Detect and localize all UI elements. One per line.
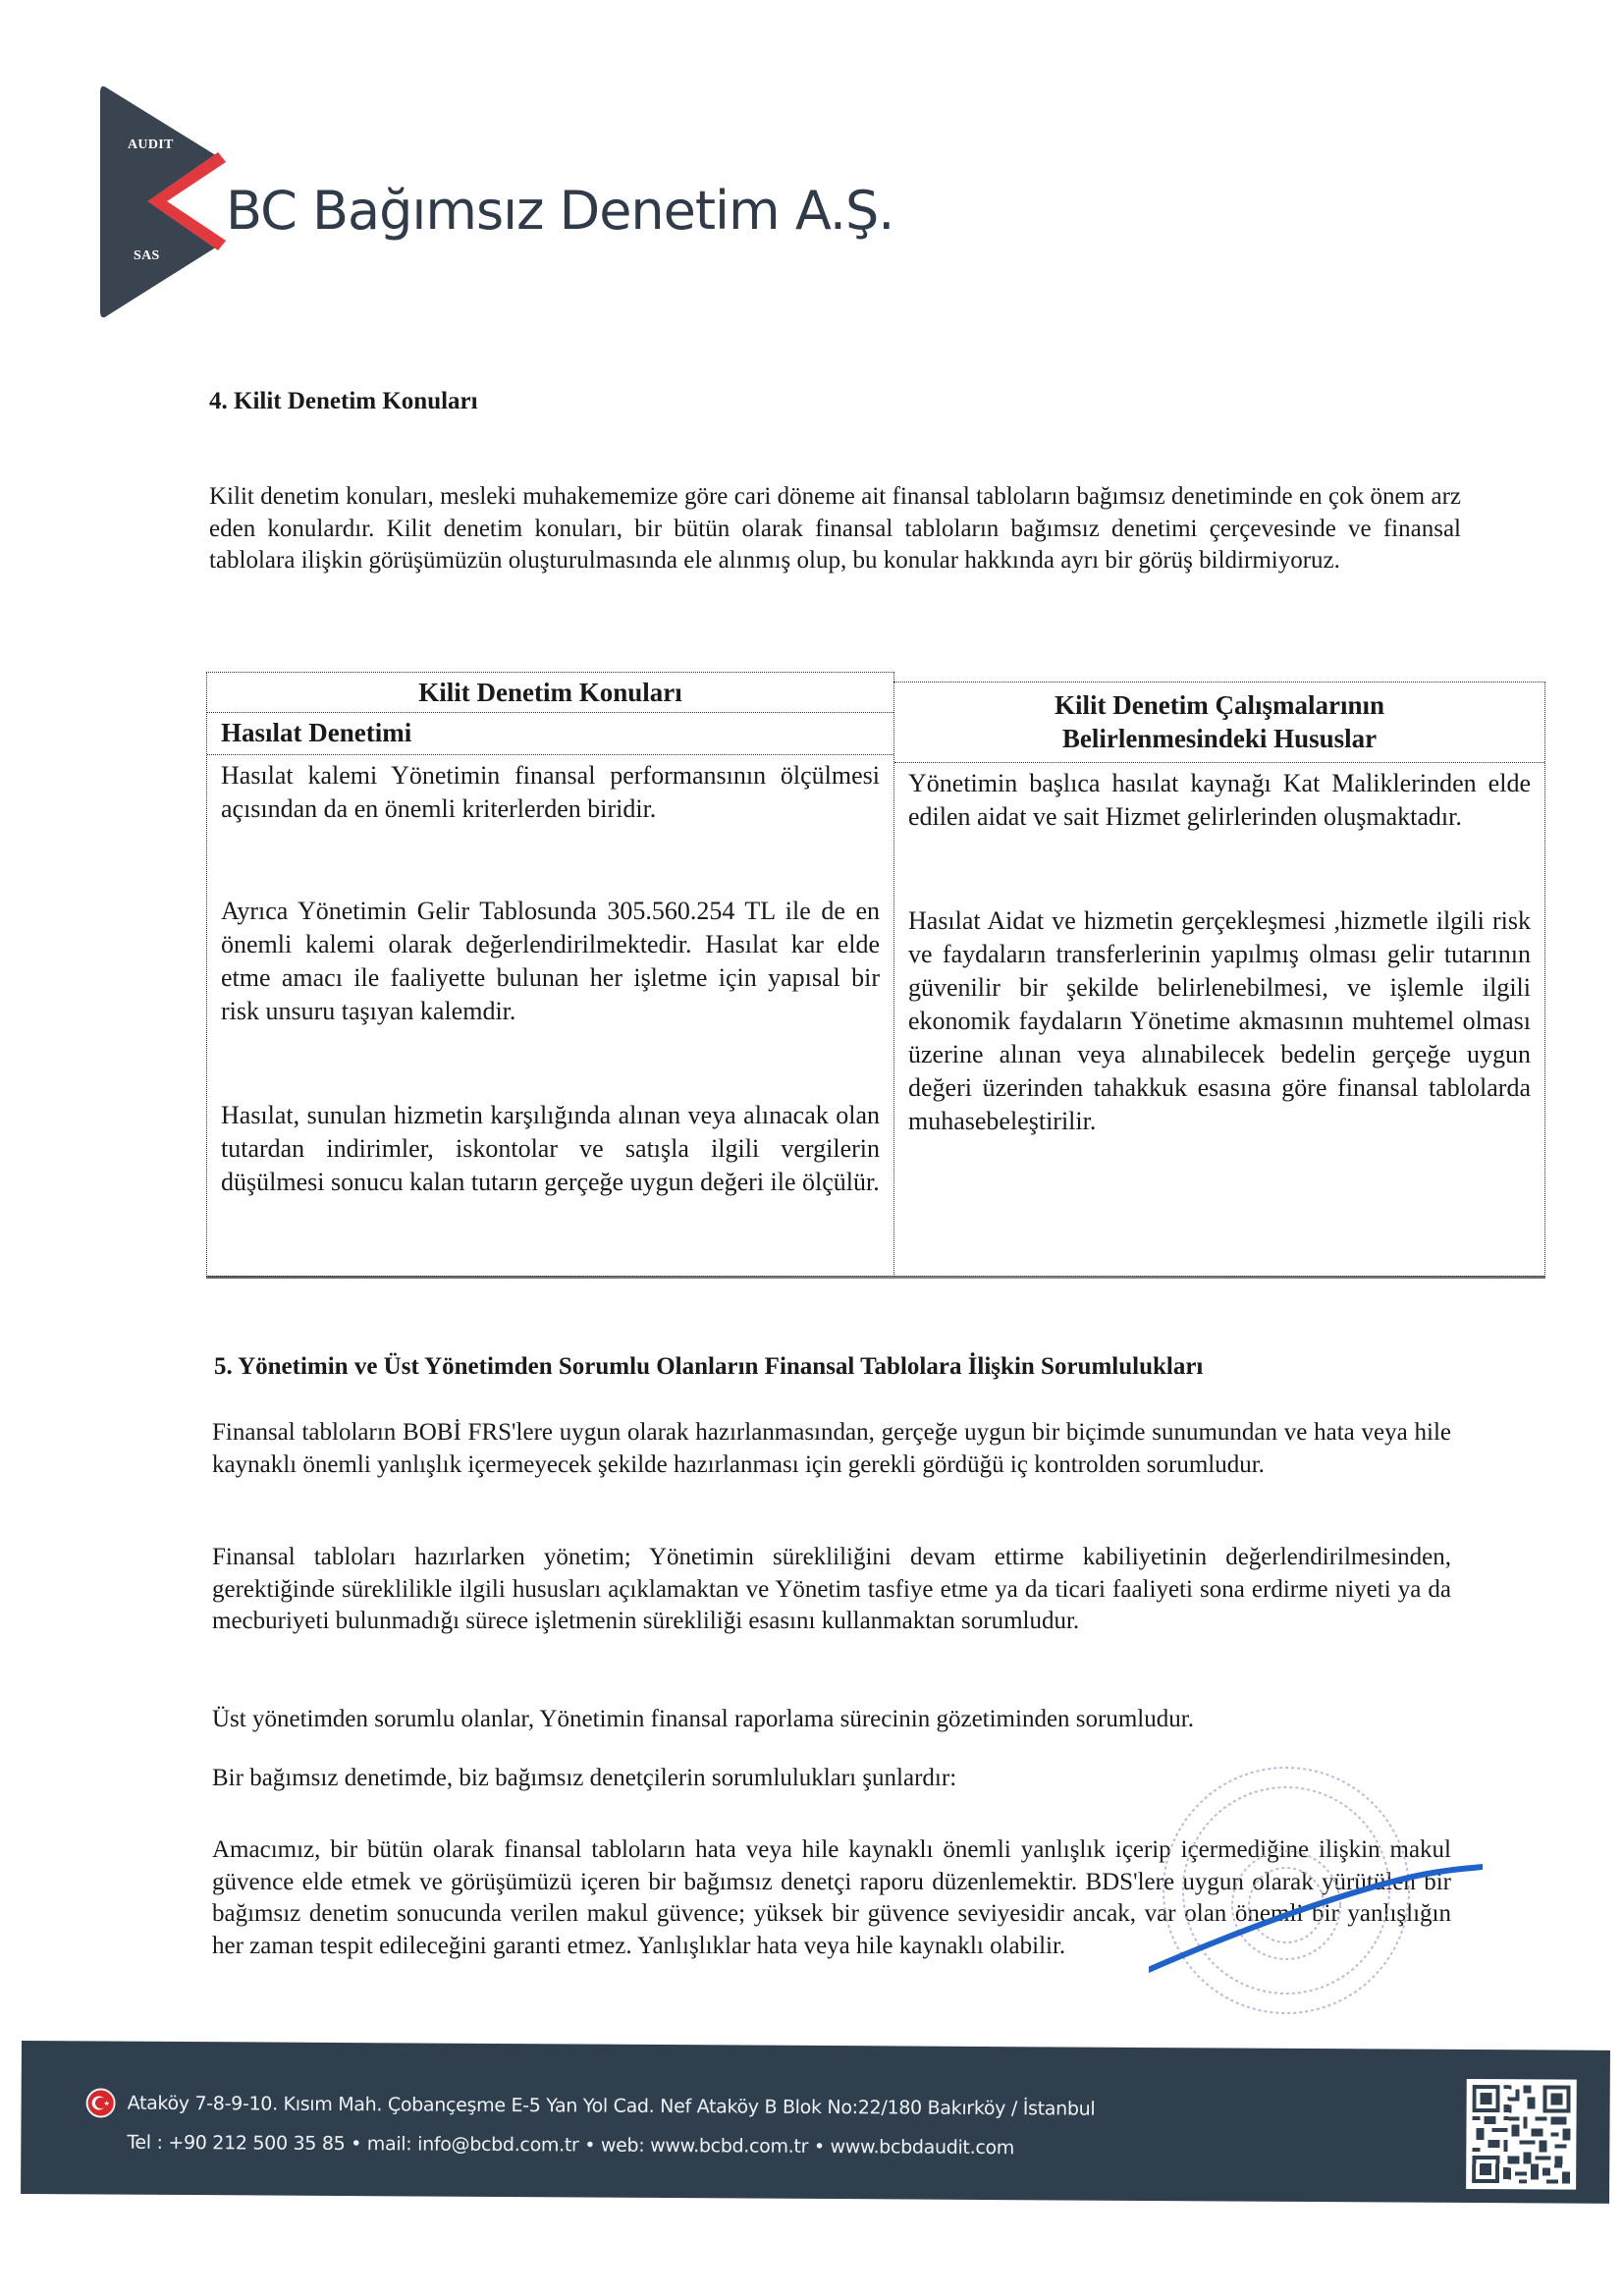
company-logo <box>98 83 894 319</box>
table-subheader-revenue-audit: Hasılat Denetimi <box>207 712 893 755</box>
table-header-line-1: Kilit Denetim Çalışmalarının <box>1055 690 1384 720</box>
logo-sas-tag: SAS <box>134 248 160 263</box>
table-cell-left-paragraph: Hasılat kalemi Yönetimin finansal performansının ölçülmesi açısından da en önemli kriterlerden biridir. <box>221 761 880 823</box>
key-audit-matters-table <box>206 672 1545 1277</box>
section-4-heading: 4. Kilit Denetim Konuları <box>209 388 478 414</box>
section-5-paragraph: Finansal tabloları hazırlarken yönetim; Yönetimin sürekliliğini devam ettirme kabiliyetinin değerlendirilmesinden, gerektiğinde süreklilikle ilgili hususları açıklamaktan ve Yönetim tasfiye etme ya da ticari faaliyeti sona erdirme niyeti ya da mecburiyeti bulunmadığı sürece işletmenin sürekliliği esasını kullanmaktan sorumludur. <box>212 1544 1451 1634</box>
table-column-key-matters <box>206 672 894 1277</box>
table-cell-right-paragraph: Hasılat Aidat ve hizmetin gerçekleşmesi ,hizmetle ilgili risk ve faydaların transferlerinin yapılmış olması gelir tutarının güvenilir bir şekilde belirlenebilmesi, ve işlemle ilgili ekonomik faydaların Yönetime akmasının muhtemel olması üzerine alınan veya alınabilecek bedelin gerçeğe uygun değeri üzerinden tahakkuk esasına göre finansal tablolarda muhasebeleştirilir. <box>908 906 1531 1135</box>
section-5-paragraph: Finansal tabloların BOBİ FRS'lere uygun olarak hazırlanmasından, gerçeğe uygun bir biçimde sunumundan ve hata veya hile kaynaklı önemli yanlışlık içermeyecek şekilde hazırlanması için gerekli gördüğü iç kontrolden sorumludur. <box>212 1419 1451 1478</box>
table-column-audit-procedures <box>893 682 1545 1277</box>
table-cell-left-paragraph: Hasılat, sunulan hizmetin karşılığında alınan veya alınacak olan tutardan indirimler, iskontolar ve satışla ilgili vergilerin düşülmesi sonucu kalan tutarın gerçeğe uygun değeri ile ölçülür. <box>221 1101 880 1196</box>
table-header-key-matters: Kilit Denetim Konuları <box>207 673 893 713</box>
section-5-paragraph: Amacımız, bir bütün olarak finansal tabloların hata veya hile kaynaklı önemli yanlışlık içerip içermediğine ilişkin makul güvence elde etmek ve görüşümüzü içeren bir bağımsız denetçi raporu düzenlemektir. BDS'lere uygun olarak yürütülen bir bağımsız denetim sonucunda verilen makul güvence; yüksek bir güvence seviyesidir ancak, var olan önemli bir yanlışlığın her zaman tespit edileceğini garanti etmez. Yanlışlıklar hata veya hile kaynaklı olabilir. <box>212 1836 1451 1959</box>
table-cell-right-paragraph: Yönetimin başlıca hasılat kaynağı Kat Maliklerinden elde edilen aidat ve sait Hizmet gelirlerinden oluşmaktadır. <box>908 769 1531 831</box>
table-bottom-border <box>206 1276 1545 1279</box>
footer-address: Ataköy 7-8-9-10. Kısım Mah. Çobançeşme E-5 Yan Yol Cad. Nef Ataköy B Blok No:22/180 Bakırköy / İstanbul <box>127 2092 1096 2120</box>
table-header-line-2: Belirlenmesindeki Hususlar <box>1061 724 1378 753</box>
qr-code-icon[interactable] <box>1466 2079 1577 2190</box>
table-cell-left-paragraph: Ayrıca Yönetimin Gelir Tablosunda 305.560.254 TL ile de en önemli kalemi olarak değerlendirilmektedir. Hasılat kar elde etme amacı ile faaliyette bulunan her işletme için yapısal bir risk unsuru taşıyan kalemdir. <box>221 897 880 1025</box>
turkey-flag-icon <box>86 2088 116 2117</box>
logo-chevron-icon <box>98 83 226 319</box>
section-5-paragraph: Bir bağımsız denetimde, biz bağımsız denetçilerin sorumlulukları şunlardır: <box>212 1765 957 1791</box>
logo-audit-tag: AUDIT <box>128 137 174 152</box>
section-5-paragraph: Üst yönetimden sorumlu olanlar, Yönetimin finansal raporlama sürecinin gözetiminden sorumludur. <box>212 1706 1194 1732</box>
section-4-intro: Kilit denetim konuları, mesleki muhakememize göre cari döneme ait finansal tabloların bağımsız denetiminde en çok önem arz eden konulardır. Kilit denetim konuları, bir bütün olarak finansal tabloların bağımsız denetimi çerçevesinde ve finansal tablolara ilişkin görüşümüzün oluşturulmasında ele alınmış olup, bu konular hakkında ayrı bir görüş bildirmiyoruz. <box>209 483 1461 574</box>
footer-contact: Tel : +90 212 500 35 85 • mail: info@bcbd.com.tr • web: www.bcbd.com.tr • www.bcbdaudit.com <box>127 2131 1015 2159</box>
section-5-heading: 5. Yönetimin ve Üst Yönetimden Sorumlu Olanların Finansal Tablolara İlişkin Sorumlulukları <box>214 1353 1204 1380</box>
footer-banner <box>21 2041 1610 2204</box>
company-name: BC Bağımsız Denetim A.Ş. <box>226 180 894 242</box>
table-header-audit-procedures <box>894 683 1544 763</box>
